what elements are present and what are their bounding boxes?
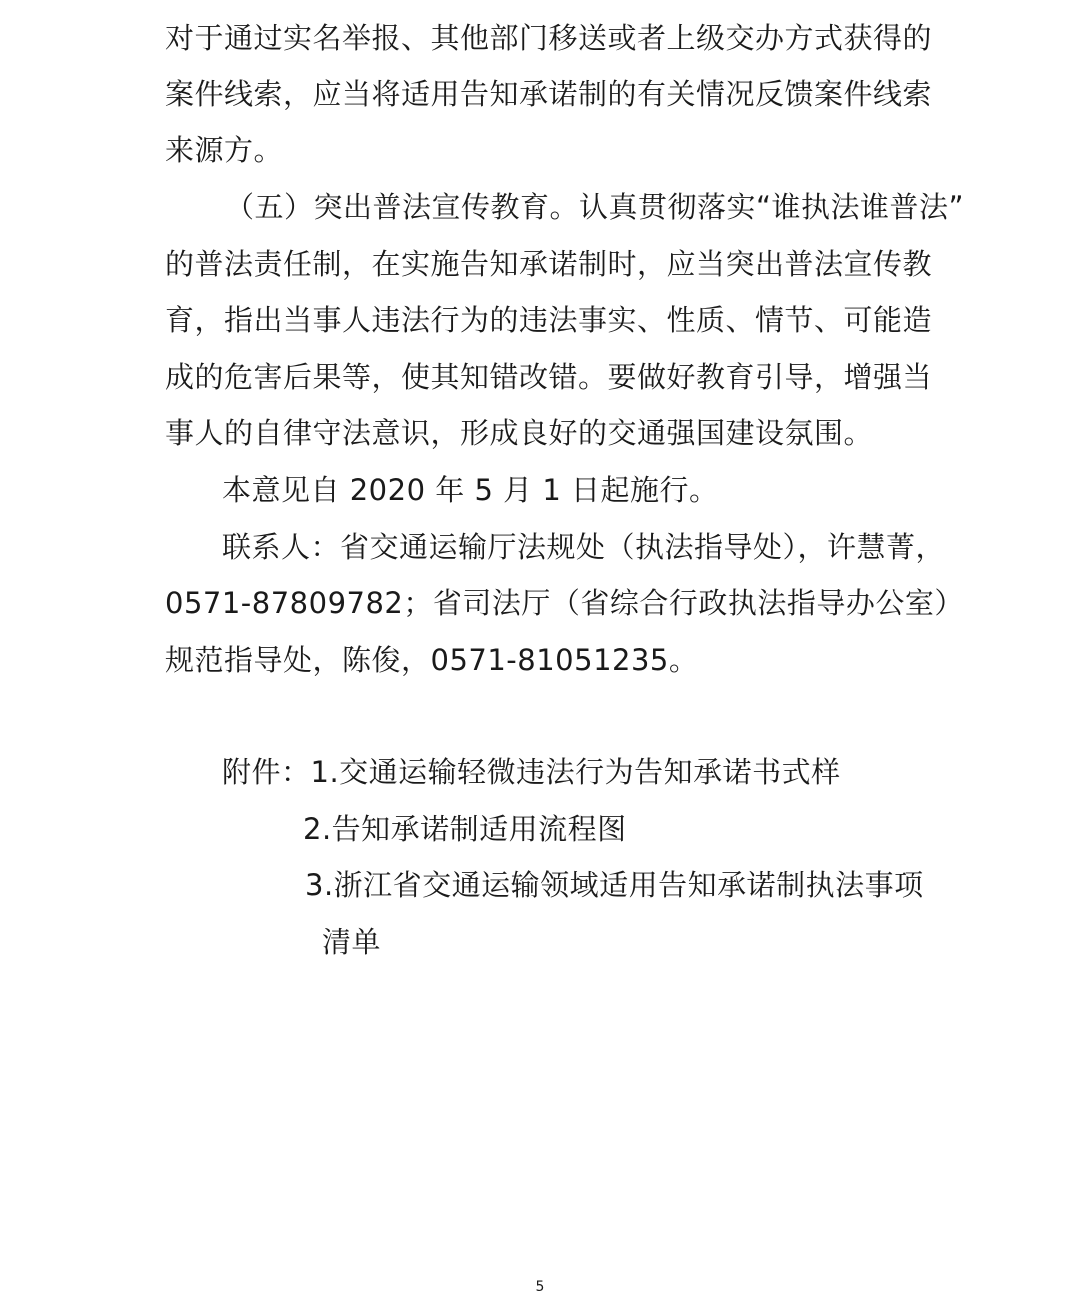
page-number: 5 — [535, 1279, 545, 1295]
paragraph-line: 成的危害后果等，使其知错改错。要做好教育引导，增强当 — [165, 360, 933, 394]
paragraph-line: 育，指出当事人违法行为的违法事实、性质、情节、可能造 — [165, 303, 933, 337]
paragraph-line: 的普法责任制，在实施告知承诺制时，应当突出普法宣传教 — [165, 247, 933, 281]
paragraph-line: 对于通过实名举报、其他部门移送或者上级交办方式获得的 — [165, 21, 933, 55]
paragraph-line: 案件线索，应当将适用告知承诺制的有关情况反馈案件线索 — [165, 77, 933, 111]
attachment-item-1: 附件：1.交通运输轻微违法行为告知承诺书式样 — [222, 755, 841, 789]
contact-line: 规范指导处，陈俊，0571-81051235。 — [165, 643, 699, 677]
attachment-item-3-continued: 清单 — [322, 925, 382, 959]
paragraph-line: 事人的自律守法意识，形成良好的交通强国建设氛围。 — [165, 416, 874, 450]
attachment-item-2: 2.告知承诺制适用流程图 — [303, 812, 627, 846]
contact-line: 0571-87809782；省司法厅（省综合行政执法指导办公室） — [165, 586, 964, 620]
effective-date: 本意见自 2020 年 5 月 1 日起施行。 — [222, 473, 719, 507]
attachment-item-3: 3.浙江省交通运输领域适用告知承诺制执法事项 — [305, 868, 924, 902]
paragraph-line: 来源方。 — [165, 133, 284, 167]
section-5-heading-line: （五）突出普法宣传教育。认真贯彻落实“谁执法谁普法” — [225, 190, 965, 224]
contact-line: 联系人：省交通运输厅法规处（执法指导处），许慧菁， — [222, 530, 946, 564]
